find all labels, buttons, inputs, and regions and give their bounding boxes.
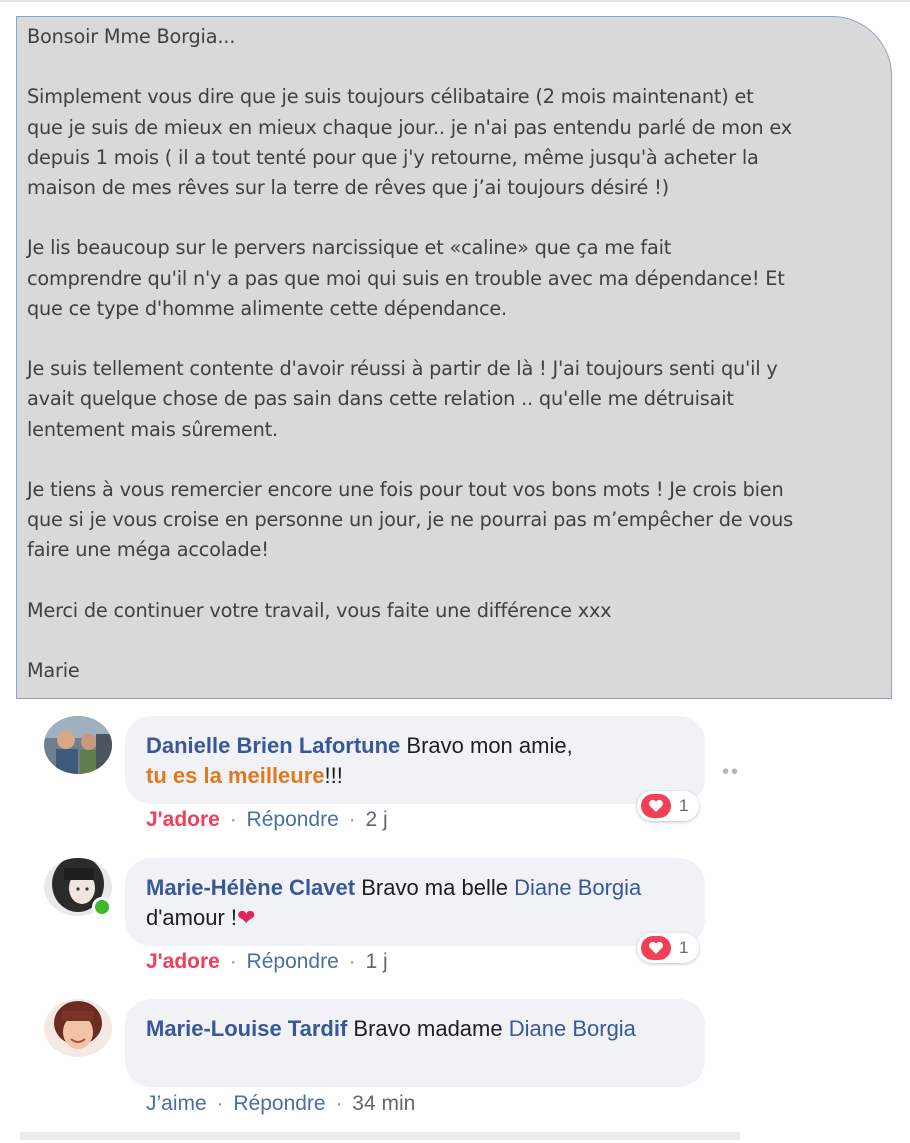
online-status-dot bbox=[92, 897, 112, 917]
separator-dot: · bbox=[229, 950, 237, 973]
avatar[interactable] bbox=[44, 716, 112, 774]
comment-author[interactable]: Marie-Louise Tardif bbox=[146, 1016, 348, 1041]
separator-dot: · bbox=[229, 808, 237, 831]
reaction-badge[interactable] bbox=[637, 933, 699, 963]
comment-text-end: !!! bbox=[324, 763, 343, 788]
letter-paragraph-4: Je tiens à vous remercier encore une fois pour tout vos bons mots ! Je crois bien que si je vous croise en personne un jour, je ne pourrai pas m’empêcher de vous faire une méga accolade! bbox=[27, 477, 794, 562]
comment-bubble bbox=[125, 716, 705, 804]
heart-emoji-icon: ❤ bbox=[237, 905, 256, 930]
comment-text-end: d'amour ! bbox=[146, 905, 238, 930]
comment-text: Bravo madame bbox=[353, 1016, 503, 1041]
comment-actions bbox=[146, 1092, 415, 1116]
comment-bubble bbox=[125, 999, 705, 1087]
mention-tag[interactable]: Diane Borgia bbox=[514, 875, 642, 900]
separator-dot: · bbox=[216, 1092, 224, 1115]
comment-time[interactable]: 2 j bbox=[365, 808, 388, 831]
comment-time[interactable]: 34 min bbox=[352, 1092, 416, 1115]
comment-text: Bravo mon amie, bbox=[406, 733, 573, 758]
letter-paragraph-3: Je suis tellement contente d'avoir réussi à partir de là ! J'ai toujours senti qu'il y avait quelque chose de pas sain dans cette relation .. qu'elle me détruisait lentement mais sûrement. bbox=[27, 357, 778, 441]
comment-time[interactable]: 1 j bbox=[365, 950, 388, 973]
more-options-icon[interactable]: •• bbox=[722, 761, 741, 783]
letter-paragraph-5: Merci de continuer votre travail, vous faite une différence xxx bbox=[27, 598, 612, 622]
scroll-track[interactable] bbox=[20, 1132, 740, 1140]
love-button[interactable]: J'adore bbox=[146, 808, 220, 831]
bottom-scroll-area bbox=[0, 1129, 910, 1143]
letter-paragraph-1: Simplement vous dire que je suis toujours célibataire (2 mois maintenant) et que je suis de mieux en mieux chaque jour.. je n'ai pas entendu parlé de mon ex depuis 1 mois ( il a tout tenté pour que j'y retourne, même jusqu'à acheter la maison de mes rêves sur la terre de rêves que j’ai toujours désiré !) bbox=[27, 85, 792, 199]
comment-actions bbox=[146, 808, 388, 832]
comment-text: Bravo ma belle bbox=[361, 875, 508, 900]
top-divider bbox=[0, 0, 910, 2]
separator-dot: · bbox=[348, 808, 356, 831]
reaction-badge[interactable] bbox=[637, 791, 699, 821]
separator-dot: · bbox=[335, 1092, 343, 1115]
avatar[interactable] bbox=[44, 999, 112, 1057]
reaction-count: 1 bbox=[679, 796, 689, 815]
heart-icon bbox=[641, 936, 671, 960]
comment-actions bbox=[146, 950, 388, 974]
separator-dot: · bbox=[348, 950, 356, 973]
love-button[interactable]: J'adore bbox=[146, 950, 220, 973]
reply-button[interactable]: Répondre bbox=[246, 950, 339, 973]
comment-author[interactable]: Danielle Brien Lafortune bbox=[146, 733, 401, 758]
comment-author[interactable]: Marie-Hélène Clavet bbox=[146, 875, 356, 900]
letter-paragraph-2: Je lis beaucoup sur le pervers narcissique et «caline» que ça me fait comprendre qu'il n'y a pas que moi qui suis en trouble avec ma dépendance! Et que ce type d'homme alimente cette dépendance. bbox=[27, 236, 785, 320]
mention-tag[interactable]: Diane Borgia bbox=[508, 1016, 636, 1041]
letter-message-box bbox=[16, 16, 892, 699]
like-button[interactable]: J’aime bbox=[146, 1092, 207, 1115]
reply-button[interactable]: Répondre bbox=[233, 1092, 326, 1115]
letter-signature: Marie bbox=[27, 659, 80, 683]
comment-highlight: tu es la meilleure bbox=[146, 763, 325, 788]
reply-button[interactable]: Répondre bbox=[246, 808, 339, 831]
comment-bubble bbox=[125, 858, 705, 946]
heart-icon bbox=[641, 794, 671, 818]
letter-greeting: Bonsoir Mme Borgia... bbox=[27, 25, 236, 48]
reaction-count: 1 bbox=[679, 938, 689, 957]
